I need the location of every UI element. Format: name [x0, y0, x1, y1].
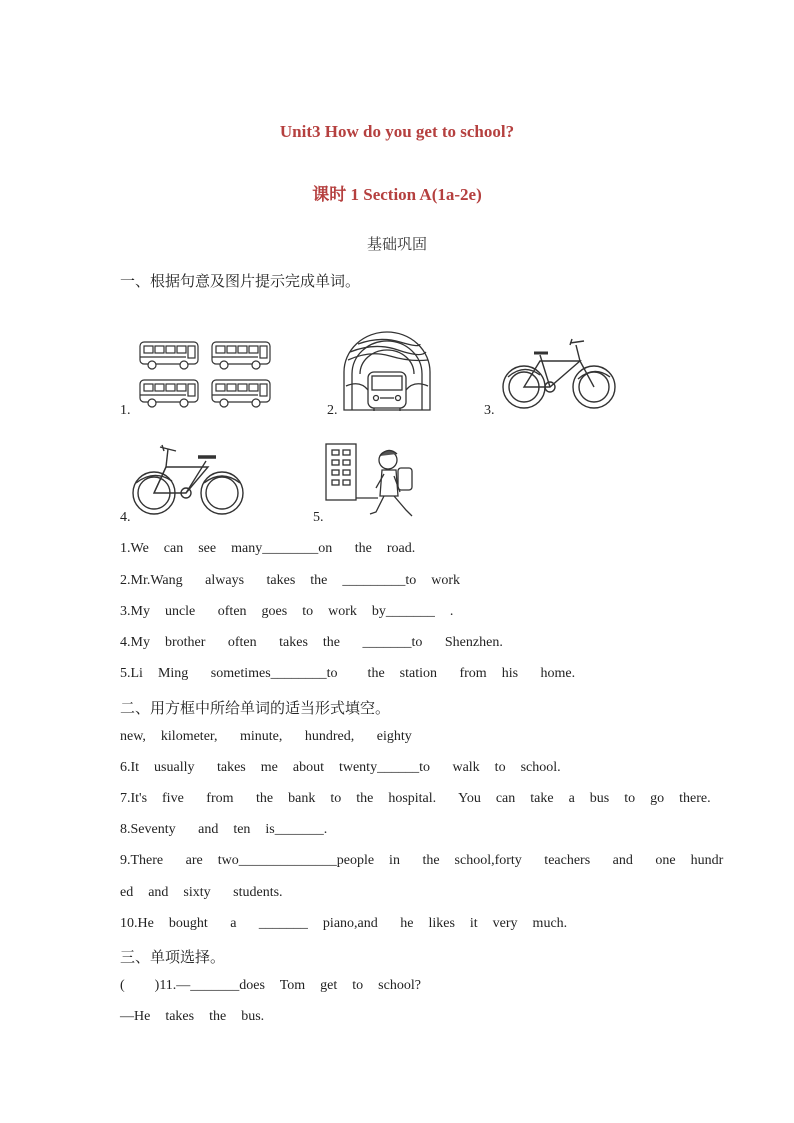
bicycle-icon [130, 443, 246, 518]
answer-line: —He takes the bus. [120, 1009, 265, 1024]
section3-heading: 三、单项选择。 [120, 950, 226, 966]
question-1: 1.We can see many________on the road. [120, 541, 416, 556]
unit-title: Unit3 How do you get to school? [279, 122, 515, 141]
question-10: 10.He bought a _______ piano,and he likes it very much. [120, 916, 568, 931]
picture-number: 5. [313, 510, 324, 525]
picture-number: 2. [327, 403, 338, 418]
subtitle: 基础巩固 [366, 237, 427, 253]
question-5: 5.Li Ming sometimes________to the station from his home. [120, 666, 576, 681]
question-9: 9.There are two______________people in the school,forty teachers and one hundr [120, 853, 724, 868]
question-11: ( )11.—_______does Tom get to school? [120, 978, 421, 993]
question-4: 4.My brother often takes the _______to Shenzhen. [120, 635, 503, 650]
question-9-continued: ed and sixty students. [120, 885, 283, 900]
boy-walking-icon [322, 440, 432, 522]
bicycle-icon [500, 335, 618, 413]
section1-heading: 一、根据句意及图片提示完成单词。 [120, 274, 361, 290]
picture-number: 4. [120, 510, 131, 525]
picture-number: 3. [484, 403, 495, 418]
word-box: new, kilometer, minute, hundred, eighty [120, 729, 412, 744]
section2-heading: 二、用方框中所给单词的适当形式填空。 [120, 701, 391, 717]
buses-icon [138, 338, 273, 413]
lesson-title: 课时 1 Section A(1a-2e) [312, 185, 482, 204]
question-7: 7.It's five from the bank to the hospital. You can take a bus to go there. [120, 791, 711, 806]
question-3: 3.My uncle often goes to work by_______ . [120, 604, 454, 619]
picture-number: 1. [120, 403, 131, 418]
question-2: 2.Mr.Wang always takes the _________to work [120, 573, 461, 588]
subway-train-icon [340, 330, 435, 412]
question-8: 8.Seventy and ten is_______. [120, 822, 328, 837]
question-6: 6.It usually takes me about twenty______to walk to school. [120, 760, 561, 775]
